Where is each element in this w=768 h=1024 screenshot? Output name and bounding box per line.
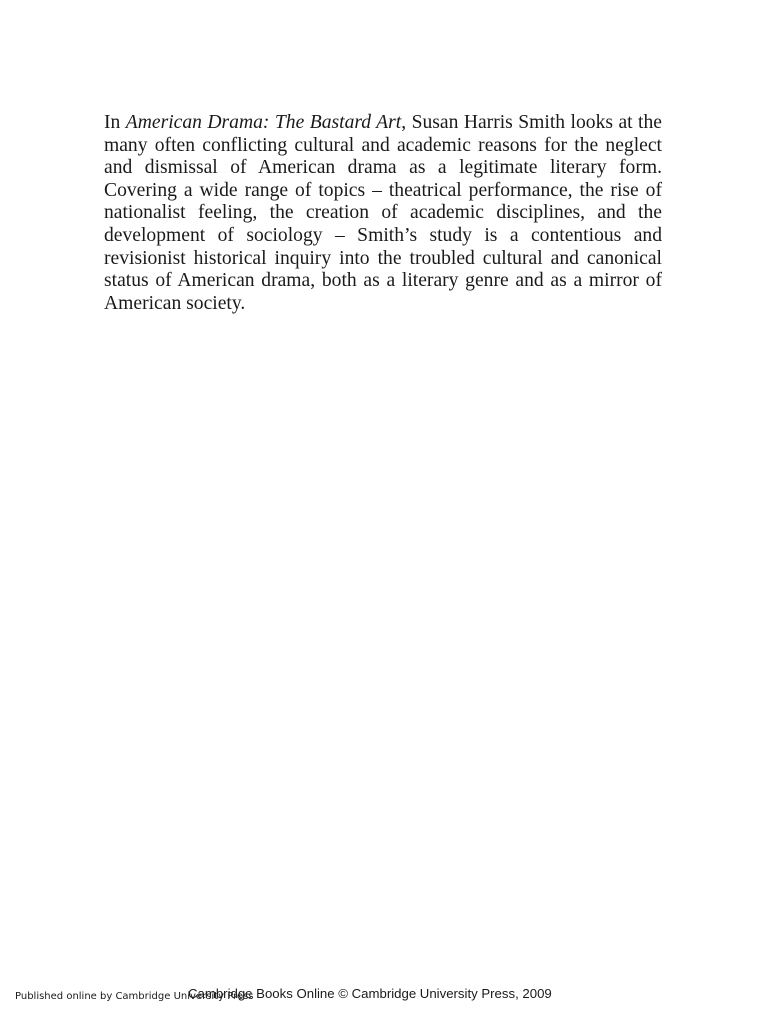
book-description xyxy=(104,112,662,315)
blurb-lead: In xyxy=(104,112,126,133)
blurb-body: , Susan Harris Smith looks at the many often conflicting cultural and academic reasons for the neglect and dismissal of American drama as a legitimate literary form. Covering a wide range of topics – theatrical performance, the rise of nationalist feeling, the creation of academic disciplines, and the development of sociology – Smith’s study is a contentious and revisionist historical inquiry into the troubled cultural and canonical status of American drama, both as a literary genre and as a mirror of American society. xyxy=(104,112,662,314)
book-title: American Drama: The Bastard Art xyxy=(125,112,402,133)
published-online-note: Published online by Cambridge University Press xyxy=(15,991,254,1002)
copyright-line: Cambridge Books Online © Cambridge University Press, 2009 xyxy=(188,986,552,1001)
